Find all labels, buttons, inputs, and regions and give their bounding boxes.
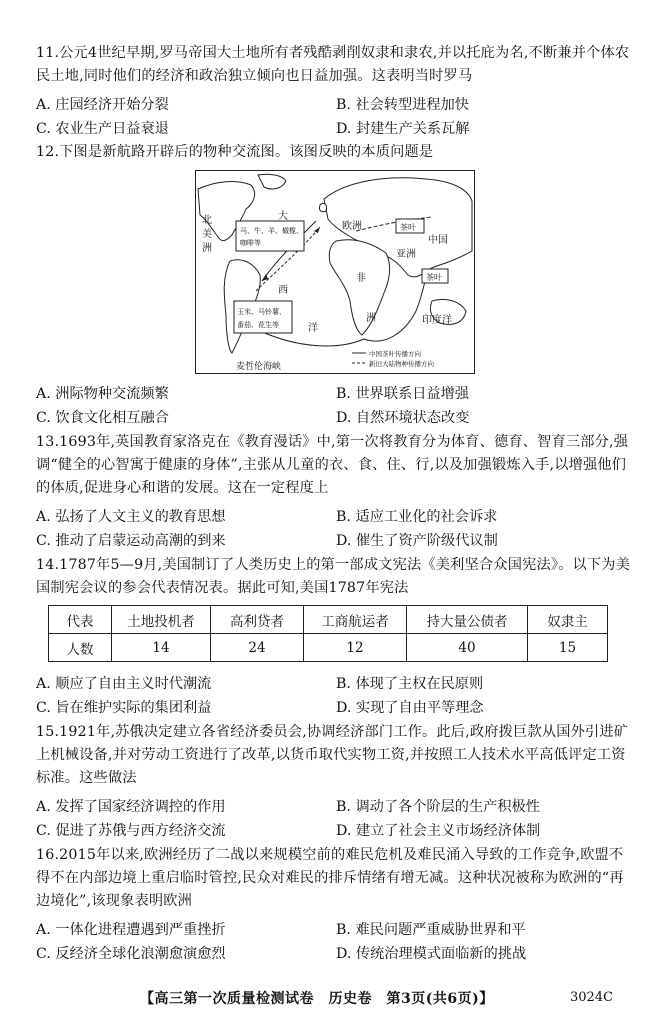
new-world-species-line1: 玉米、马铃薯、 [237, 308, 286, 316]
question-14-option-c[interactable]: C. 旨在维护实际的集团利益 [36, 700, 212, 716]
label-america: 美 [202, 229, 212, 240]
table-header-row [49, 606, 608, 634]
question-11-option-b[interactable]: B. 社会转型进程加快 [336, 97, 469, 113]
question-16-option-b[interactable]: B. 难民问题严重威胁世界和平 [336, 922, 526, 938]
label-indian-ocean: 印度洋 [422, 315, 452, 326]
legend-species-direction: 新旧大陆物种传播方向 [369, 360, 434, 368]
question-15-option-d[interactable]: D. 建立了社会主义市场经济体制 [336, 823, 541, 839]
legend-tea-direction: 中国茶叶传播方向 [369, 350, 421, 358]
question-15-option-a[interactable]: A. 发挥了国家经济调控的作用 [36, 799, 226, 815]
species-exchange-map [195, 170, 475, 374]
question-12-option-a[interactable]: A. 洲际物种交流频繁 [36, 386, 169, 402]
table-header-cell: 工商航运者 [304, 606, 407, 634]
footer-code: 3024C [570, 990, 614, 1005]
label-xi: 西 [278, 285, 288, 296]
question-16-option-d[interactable]: D. 传统治理模式面临新的挑战 [336, 946, 527, 962]
question-14-option-b[interactable]: B. 体现了主权在民原则 [336, 676, 484, 692]
question-11-option-c[interactable]: C. 农业生产日益衰退 [36, 121, 169, 137]
page-footer [0, 988, 648, 1008]
tea-box-2-label: 茶叶 [426, 273, 442, 282]
new-world-species-line2: 番茄、花生等 [237, 321, 279, 329]
africa-land [329, 240, 389, 335]
table-header-cell: 高利贷者 [211, 606, 304, 634]
footer-title: 【高三第一次质量检测试卷 历史卷 第3页(共6页)】 [140, 991, 494, 1007]
question-16-stem: 16.2015年以来,欧洲经历了二战以来规模空前的难民危机及难民涌入导致的工作竞争,欧盟不得不在内部边境上重启临时管控,民众对难民的排斥情绪有增无减。这种状况被称为欧洲的“再边境化”,该现象表明欧洲 [36, 847, 624, 909]
table-header-cell: 奴隶主 [528, 606, 608, 634]
question-12-option-d[interactable]: D. 自然环境状态改变 [336, 410, 470, 426]
question-13-option-d[interactable]: D. 催生了资产阶级代议制 [336, 533, 498, 549]
tea-box-1-label: 茶叶 [400, 223, 416, 232]
table-cell: 14 [112, 634, 211, 662]
old-world-species-line2: 咖啡等 [240, 239, 261, 247]
label-asia: 亚洲 [396, 249, 416, 260]
britain-land [319, 203, 326, 211]
question-12-stem: 12.下图是新航路开辟后的物种交流图。该图反映的本质问题是 [36, 144, 434, 160]
question-14-stem: 14.1787年5—9月,美国制订了人类历史上的第一部成文宪法《美利坚合众国宪法》。以下为美国制宪会议的参会代表情况表。据此可知,美国1787年宪法 [36, 557, 631, 596]
question-13-stem: 13.1693年,英国教育家洛克在《教育漫话》中,第一次将教育分为体育、德育、智育三部分,强调“健全的心智寓于健康的身体”,主张从儿童的衣、食、住、行,以及加强锻炼入手,以增强他们的体质,促进身心和谐的发展。这在一定程度上 [36, 434, 629, 496]
question-13-option-b[interactable]: B. 适应工业化的社会诉求 [336, 509, 498, 525]
map-legend [352, 349, 435, 368]
delegates-table [48, 605, 608, 662]
table-cell: 12 [304, 634, 407, 662]
world-map-svg [196, 171, 474, 373]
old-world-species-line1: 马、牛、羊、橄榄、 [240, 227, 303, 235]
greenland-land [258, 174, 286, 189]
question-11-option-d[interactable]: D. 封建生产关系瓦解 [336, 121, 470, 137]
question-11-stem: 11.公元4世纪早期,罗马帝国大土地所有者残酷剥削奴隶和隶农,并以托庇为名,不断兼并个体农民土地,同时他们的经济和政治独立倾向也日益加强。这表明当时罗马 [36, 45, 630, 84]
question-16-option-c[interactable]: C. 反经济全球化浪潮愈演愈烈 [36, 946, 226, 962]
label-magellan: 麦哲伦海峡 [236, 362, 282, 372]
table-cell: 15 [528, 634, 608, 662]
table-cell: 24 [211, 634, 304, 662]
table-row [49, 634, 608, 662]
label-da: 大 [278, 211, 288, 222]
question-13-option-a[interactable]: A. 弘扬了人文主义的教育思想 [36, 509, 226, 525]
table-cell: 40 [407, 634, 528, 662]
question-15-stem: 15.1921年,苏俄决定建立各省经济委员会,协调经济部门工作。此后,政府拨巨款从国外引进矿上机械设备,并对劳动工资进行了改革,以货币取代实物工资,并按照工人技术水平高低评定工资标准。这些做法 [36, 724, 629, 786]
question-12-option-c[interactable]: C. 饮食文化相互融合 [36, 410, 169, 426]
table-row-label: 人数 [49, 634, 112, 662]
question-15-option-b[interactable]: B. 调动了各个阶层的生产积极性 [336, 799, 540, 815]
question-12-option-b[interactable]: B. 世界联系日益增强 [336, 386, 469, 402]
label-africa: 非 [356, 273, 366, 284]
label-europe: 欧洲 [342, 221, 362, 232]
question-16-option-a[interactable]: A. 一体化进程遭遇到严重挫折 [36, 922, 226, 938]
question-15-option-c[interactable]: C. 促进了苏俄与西方经济交流 [36, 823, 226, 839]
label-china: 中国 [428, 235, 448, 246]
question-14-option-a[interactable]: A. 顺应了自由主义时代潮流 [36, 676, 212, 692]
question-13-option-c[interactable]: C. 推动了启蒙运动高潮的到来 [36, 533, 226, 549]
label-africa2: 洲 [366, 313, 376, 324]
table-header-cell: 代表 [49, 606, 112, 634]
label-yang: 洋 [308, 323, 318, 334]
label-north: 北 [202, 215, 212, 226]
question-11-option-a[interactable]: A. 庄园经济开始分裂 [36, 97, 169, 113]
table-header-cell: 持大量公债者 [407, 606, 528, 634]
table-header-cell: 土地投机者 [112, 606, 211, 634]
label-continent: 洲 [202, 243, 212, 254]
question-14-option-d[interactable]: D. 实现了自由平等理念 [336, 700, 484, 716]
